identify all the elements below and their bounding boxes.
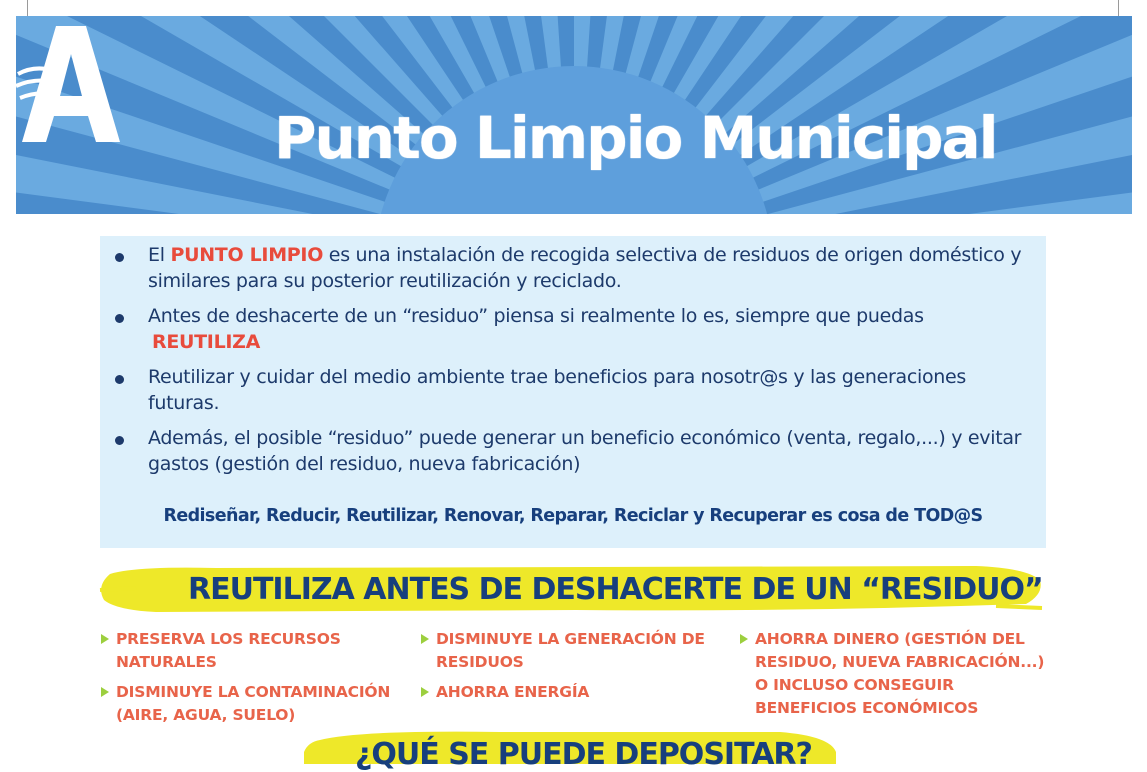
slogan: Rediseñar, Reducir, Reutilizar, Renovar, Reparar, Reciclar y Recuperar es cosa de TOD@S [163, 506, 983, 526]
bullet-icon [115, 314, 124, 323]
municipal-logo-icon [16, 16, 126, 146]
list-item: Además, el posible “residuo” puede generar un beneficio económico (venta, regalo,...) y evitar gastos (gestión del residuo, nueva fabricación) [100, 425, 1046, 477]
list-item: Antes de deshacerte de un “residuo” piensa si realmente lo es, siempre que puedas REUTILIZA [100, 303, 1046, 355]
bullet-icon [115, 436, 124, 445]
arrow-bullet-icon [740, 634, 748, 644]
list-item: Reutilizar y cuidar del medio ambiente trae beneficios para nosotr@s y las generaciones futuras. [100, 364, 1046, 416]
info-panel [100, 236, 1046, 548]
info-list [100, 242, 1046, 486]
benefit-item: AHORRA DINERO (GESTIÓN DEL RESIDUO, NUEVA FABRICACIÓN...) O INCLUSO CONSEGUIR BENEFICIOS ECONÓMICOS [755, 628, 1047, 720]
arrow-bullet-icon [101, 687, 109, 697]
benefit-item: AHORRA ENERGÍA [436, 681, 726, 704]
benefit-item: DISMINUYE LA CONTAMINACIÓN (AIRE, AGUA, SUELO) [116, 681, 416, 727]
page-title: Punto Limpio Municipal [274, 104, 997, 172]
deposit-heading: ¿QUÉ SE PUEDE DEPOSITAR? [355, 737, 812, 772]
bullet-icon [115, 375, 124, 384]
arrow-bullet-icon [421, 634, 429, 644]
header-banner [16, 16, 1132, 214]
arrow-bullet-icon [421, 687, 429, 697]
benefit-item: DISMINUYE LA GENERACIÓN DE RESIDUOS [436, 628, 726, 674]
arrow-bullet-icon [101, 634, 109, 644]
list-item: El PUNTO LIMPIO es una instalación de recogida selectiva de residuos de origen doméstico y similares para su posterior reutilización y reciclado. [100, 242, 1046, 294]
bullet-icon [115, 253, 124, 262]
reuse-heading: REUTILIZA ANTES DE DESHACERTE DE UN “RESIDUO” [188, 572, 1043, 607]
benefit-item: PRESERVA LOS RECURSOS NATURALES [116, 628, 386, 674]
